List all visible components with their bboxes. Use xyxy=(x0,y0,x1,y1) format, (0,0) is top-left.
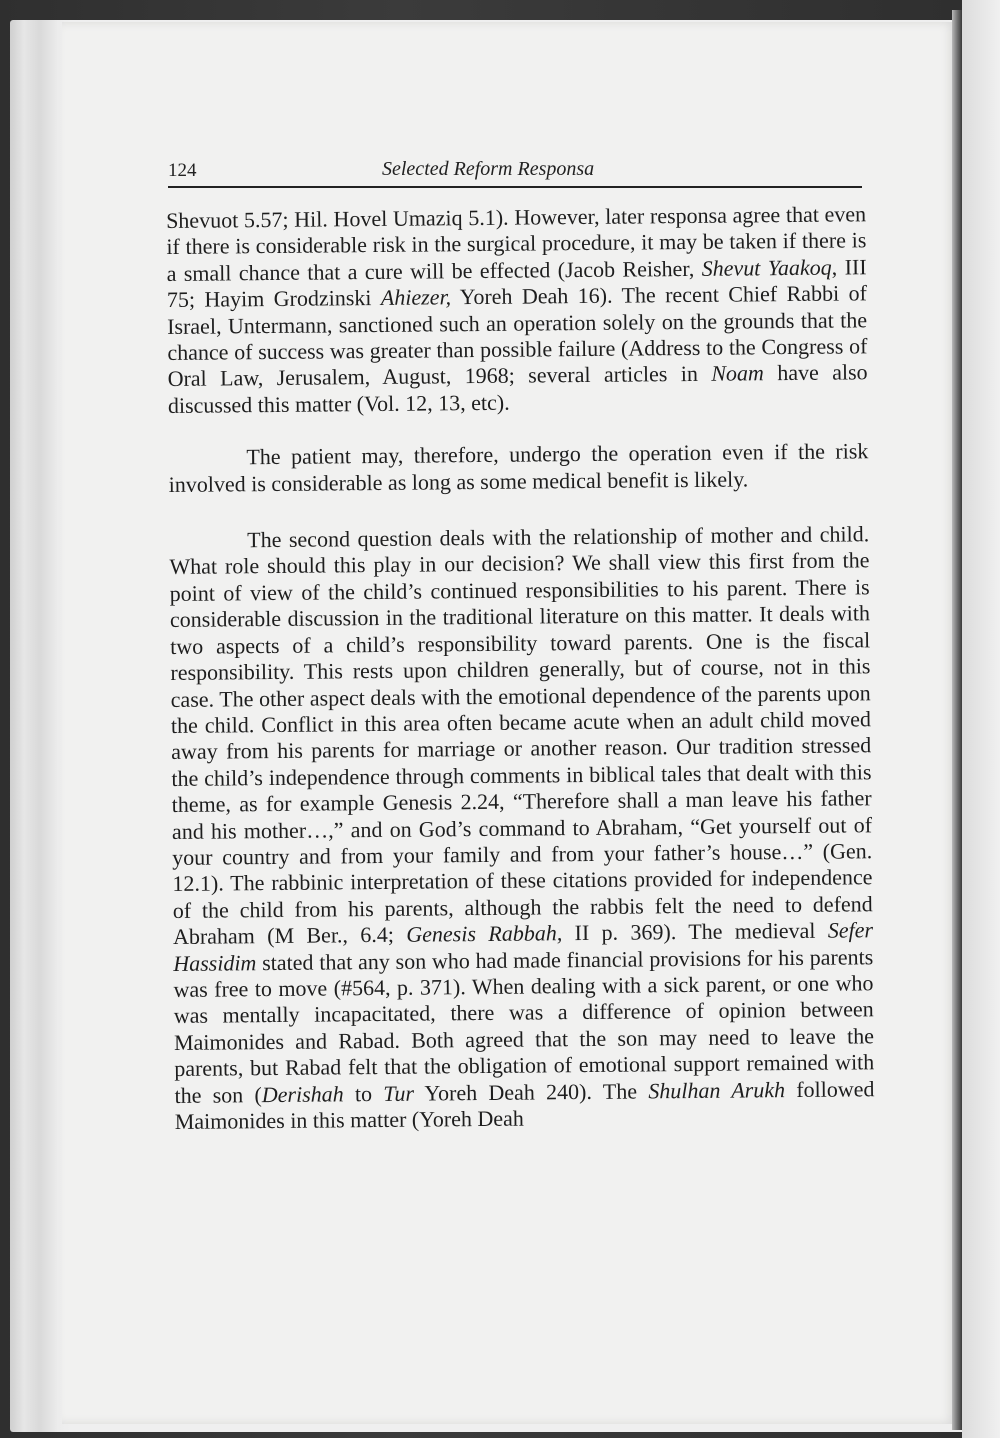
italic-citation: Derishah xyxy=(261,1080,344,1107)
italic-citation: Genesis Rabbah, xyxy=(406,920,563,947)
paragraph-3: The second question deals with the relationship of mother and child. What role should this play in our decision? We shall view this first from the point of view of the child’s continued responsibilities to his parent. There is considerable discussion in the traditional literature on this matter. It deals with two aspects of a child’s responsibility toward parents. One is the fiscal responsibility. This rests upon children generally, but of course, not in this case. The other aspect deals with the emotional dependence of the parents upon the child. Conflict in this area often became acute when an adult child moved away from his parents for marriage or another reason. Our tradition stressed the child’s independence through comments in biblical tales that dealt with this theme, as for example Genesis 2.24, “Therefore shall a man leave his father and his mother…,” and on God’s command to Abraham, “Get yourself out of your country and from your family and from your father’s house…” (Gen. 12.1). The rabbinic interpretation of these citations provided for independence of the child from his parents, although the rabbis felt the need to defend Abraham (M Ber., 6.4; Genesis Rabbah, II p. 369). The medieval Sefer Hassidim stated that any son who had made financial provisions for his parents was free to move (#564, p. 371). When dealing with a sick parent, or one who was mentally incapacitated, there was a difference of opinion between Maimonides and Rabad. Both agreed that the son may need to leave the parents, but Rabad felt that the obligation of emotional support remained with the son (Derishah to Tur Yoreh Deah 240). The Shulhan Arukh followed Maimonides in this matter (Yoreh Deah xyxy=(169,521,875,1134)
italic-citation: Noam xyxy=(711,360,764,387)
page-number: 124 xyxy=(168,160,197,181)
paragraph-1: Shevuot 5.57; Hil. Hovel Umaziq 5.1). However, later responsa agree that even if there is considerable risk in the surgical procedure, it may be taken if there is a small chance that a cure will be effected (Jacob Reisher, Shevut Yaakoq, III 75; Hayim Grodzinski Ahiezer, Yoreh Deah 16). The recent Chief Rabbi of Israel, Untermann, sanctioned such an operation solely on the grounds that the chance of success was greater than possible failure (Address to the Congress of Oral Law, Jerusalem, August, 1968; several articles in Noam have also discussed this matter (Vol. 12, 13, etc). xyxy=(166,201,868,418)
body-text xyxy=(166,201,875,1135)
italic-citation: Tur xyxy=(383,1080,415,1106)
book-gutter xyxy=(952,10,962,1430)
facing-page-edge xyxy=(962,0,1000,1438)
running-title: Selected Reform Responsa xyxy=(382,158,595,180)
italic-citation: Ahiezer, xyxy=(380,284,452,311)
page-header xyxy=(168,158,862,188)
italic-citation: Sefer Hassidim xyxy=(173,917,874,976)
italic-citation: Shulhan Arukh xyxy=(648,1076,786,1104)
paragraph-2: The patient may, therefore, undergo the operation even if the risk involved is considerable as long as some medical benefit is likely. xyxy=(168,438,869,497)
italic-citation: Shevut Yaakoq xyxy=(701,254,832,281)
